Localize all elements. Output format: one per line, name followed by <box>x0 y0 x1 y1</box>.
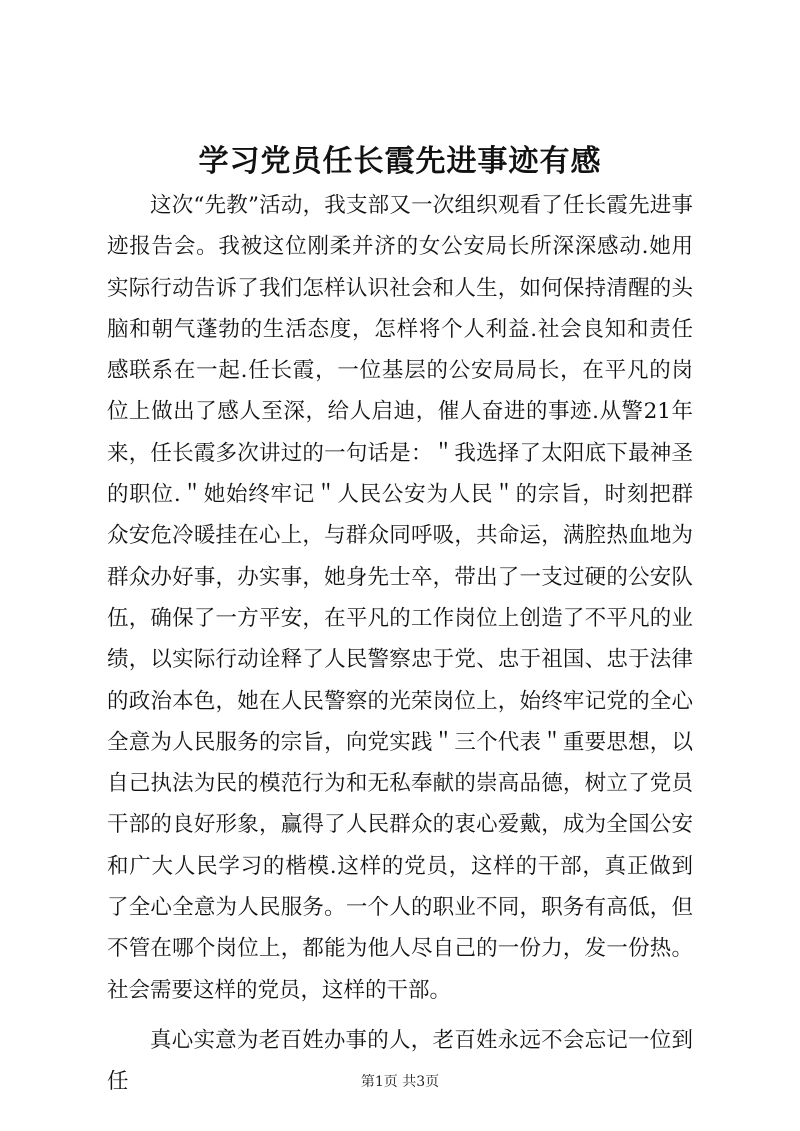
document-body <box>107 185 693 1103</box>
paragraph-2: 真心实意为老百姓办事的人，老百姓永远不会忘记一位到任 <box>107 1027 693 1095</box>
paragraph-1: 这次“先教”活动，我支部又一次组织观看了任长霞先进事迹报告会。我被这位刚柔并济的女公安局长所深深感动.她用实际行动告诉了我们怎样认识社会和人生，如何保持清醒的头脑和朝气蓬勃的生活态度，怎样将个人利益.社会良知和责任感联系在一起.任长霞，一位基层的公安局局长，在平凡的岗位上做出了感人至深，给人启迪，催人奋进的事迹.从警21年来，任长霞多次讲过的一句话是：＂我选择了太阳底下最神圣的职位.＂她始终牢记＂人民公安为人民＂的宗旨，时刻把群众安危冷暖挂在心上，与群众同呼吸，共命运，满腔热血地为群众办好事，办实事，她身先士卒，带出了一支过硬的公安队伍，确保了一方平安，在平凡的工作岗位上创造了不平凡的业绩，以实际行动诠释了人民警察忠于党、忠于祖国、忠于法律的政治本色，她在人民警察的光荣岗位上，始终牢记党的全心全意为人民服务的宗旨，向党实践＂三个代表＂重要思想，以自己执法为民的模范行为和无私奉献的崇高品德，树立了党员干部的良好形象，赢得了人民群众的衷心爱戴，成为全国公安和广大人民学习的楷模.这样的党员，这样的干部，真正做到了全心全意为人民服务。一个人的职业不同，职务有高低，但不管在哪个岗位上，都能为他人尽自己的一份力，发一份热。社会需要这样的党员，这样的干部。 <box>107 193 693 1003</box>
page-footer: 第1页 共3页 <box>360 1074 440 1090</box>
document-title: 学习党员任长霞先进事迹有感 <box>198 144 602 179</box>
